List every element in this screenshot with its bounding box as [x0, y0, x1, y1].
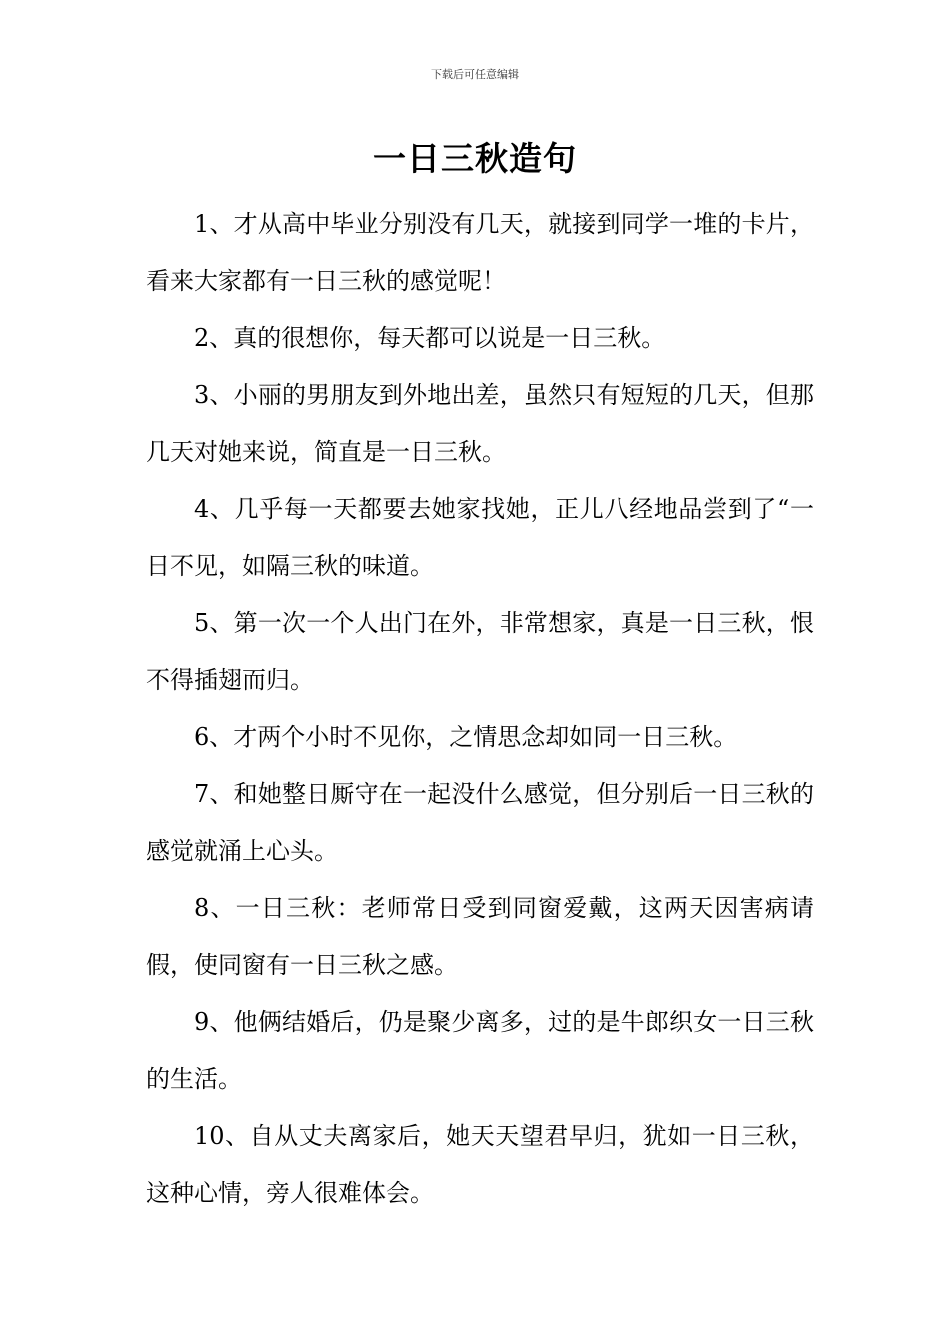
sentence-paragraph: 4、几乎每一天都要去她家找她，正儿八经地品尝到了“一日不见，如隔三秋的味道。 — [146, 495, 814, 580]
sentence-paragraph: 3、小丽的男朋友到外地出差，虽然只有短短的几天，但那几天对她来说，简直是一日三秋。 — [146, 381, 814, 466]
sentence-paragraph: 7、和她整日厮守在一起没什么感觉，但分别后一日三秋的感觉就涌上心头。 — [146, 780, 814, 865]
sentence-paragraph: 8、一日三秋：老师常日受到同窗爱戴，这两天因害病请假，使同窗有一日三秋之感。 — [146, 894, 814, 979]
page-title: 一日三秋造句 — [373, 139, 577, 178]
sentence-paragraph: 6、才两个小时不见你，之情思念却如同一日三秋。 — [194, 723, 738, 751]
header-note: 下载后可任意编辑 — [431, 68, 519, 81]
sentence-paragraph: 10、自从丈夫离家后，她天天望君早归，犹如一日三秋，这种心情，旁人很难体会。 — [146, 1122, 814, 1207]
document-body — [146, 196, 814, 1222]
sentence-paragraph: 5、第一次一个人出门在外，非常想家，真是一日三秋，恨不得插翅而归。 — [146, 609, 814, 694]
sentence-paragraph: 2、真的很想你，每天都可以说是一日三秋。 — [194, 324, 666, 352]
sentence-paragraph: 1、才从高中毕业分别没有几天，就接到同学一堆的卡片，看来大家都有一日三秋的感觉呢！ — [146, 210, 814, 295]
sentence-paragraph: 9、他俩结婚后，仍是聚少离多，过的是牛郎织女一日三秋的生活。 — [146, 1008, 814, 1093]
